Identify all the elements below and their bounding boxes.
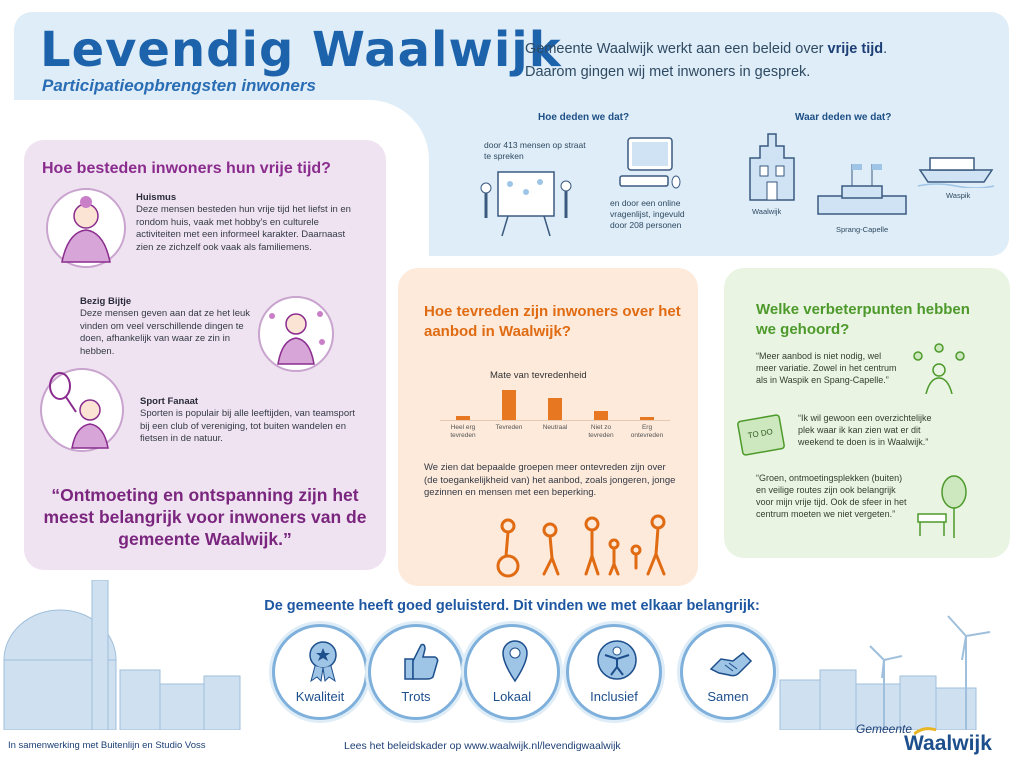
place-waspik: Waspik	[946, 191, 971, 200]
improvement-quote-2: “Ik wil gewoon een overzichtelijke plek waar ik kan zien wat er dit weekend te doen is in Waalwijk.”	[798, 413, 932, 447]
value-trots	[368, 624, 464, 720]
chart-category-label: Neutraal	[542, 424, 568, 431]
where-heading: Waar deden we dat?	[795, 112, 892, 123]
page-title: Levendig Waalwijk	[40, 22, 562, 78]
persona-bezig-bijtje-desc: Deze mensen geven aan dat ze het leuk vinden om veel verschillende dingen te doen, afhankelijk van waar ze zin in hebben.	[80, 308, 251, 357]
person-circle-icon	[595, 637, 639, 683]
satisfaction-heading: Hoe tevreden zijn inwoners over het aanbod in Waalwijk?	[424, 303, 681, 340]
satisfaction-chart	[440, 380, 670, 444]
chart-category-label: Heel erg tevreden	[450, 424, 476, 439]
value-lokaal	[464, 624, 560, 720]
intro-line1-bold: vrije tijd	[827, 41, 884, 57]
intro-line1-pre: Gemeente Waalwijk werkt aan een beleid over	[525, 41, 828, 57]
free-time-heading: Hoe besteden inwoners hun vrije tijd?	[42, 160, 331, 177]
thumbs-up-icon	[397, 639, 441, 683]
place-sprang-capelle: Sprang-Capelle	[836, 225, 889, 234]
persona-huismus-desc: Deze mensen besteden hun vrije tijd het liefst in en rondom huis, vaak met hobby's en culturele activiteiten met een informeel karakter. Daarnaast zien ze zichzelf ook vaak als familiemens.	[136, 204, 351, 253]
values-heading: De gemeente heeft goed geluisterd. Dit vinden we met elkaar belangrijk:	[264, 598, 760, 614]
value-kwaliteit	[272, 624, 368, 720]
footer-link-text[interactable]: Lees het beleidskader op www.waalwijk.nl/levendigwaalwijk	[344, 740, 621, 752]
woman-reading-icon	[48, 190, 124, 266]
chart-category-label: Niet zo tevreden	[588, 424, 614, 439]
boat-illustration	[916, 148, 996, 188]
intro-line2: Daarom gingen wij met inwoners in gesprek.	[525, 64, 811, 80]
logo-accent-icon	[914, 726, 936, 736]
footer-partners: In samenwerking met Buitenlijn en Studio Voss	[8, 740, 206, 751]
chart-title: Mate van tevredenheid	[490, 370, 587, 381]
satisfaction-text: We zien dat bepaalde groepen meer ontevreden zijn over (de toegankelijkheid van) het aanbod, zoals jongeren, jonge gezinnen en mensen met een beperking.	[424, 462, 676, 498]
chart-category-label: Tevreden	[495, 424, 523, 431]
chart-bar	[548, 398, 562, 420]
handshake-icon	[707, 639, 755, 683]
logo-waalwijk: Waalwijk	[904, 732, 992, 755]
improvements-heading: Welke verbeterpunten hebben we gehoord?	[756, 301, 970, 338]
persona-huismus-name: Huismus	[136, 192, 177, 203]
how-online-text: en door een online vragenlijst, ingevuld door 208 personen	[610, 198, 685, 230]
bezig-bijtje-illustration	[258, 296, 334, 372]
calendar-label: TO DO	[747, 426, 774, 441]
place-waalwijk: Waalwijk	[752, 207, 782, 216]
computer-illustration	[612, 134, 684, 194]
improvement-quote-1: “Meer aanbod is niet nodig, wel meer variatie. Zowel in het centrum als in Waspik en Spang-Capelle.”	[756, 351, 897, 385]
location-pin-icon	[499, 637, 531, 685]
value-samen	[680, 624, 776, 720]
value-inclusief	[566, 624, 662, 720]
tennis-player-icon	[42, 370, 122, 450]
busy-person-icon	[260, 298, 332, 370]
value-trots-label: Trots	[401, 689, 431, 704]
logo-gemeente: Gemeente	[856, 722, 913, 736]
intro-line1-post: .	[883, 41, 888, 57]
value-inclusief-label: Inclusief	[590, 689, 638, 704]
how-heading: Hoe deden we dat?	[538, 112, 630, 123]
intro-text	[525, 38, 985, 84]
persona-sport-fanaat-desc: Sporten is populair bij alle leeftijden, van teamsport bij een club of vereniging, tot buiten wandelen en fietsen in de natuur.	[140, 408, 355, 444]
chart-category-label: Erg ontevreden	[630, 424, 664, 439]
chart-bar	[502, 390, 516, 420]
value-samen-label: Samen	[707, 689, 749, 704]
improvement-quote-3: “Groen, ontmoetingsplekken (buiten) en veilige routes zijn ook belangrijk voor mijn vrije tijd. Ook de sfeer in het centrum moeten we niet vergeten.”	[756, 473, 907, 519]
calendar-icon	[736, 414, 788, 456]
page-subtitle: Participatieopbrengsten inwoners	[42, 76, 316, 95]
chart-bar	[456, 416, 470, 420]
bench-tree-illustration	[912, 474, 974, 540]
juggler-illustration	[908, 342, 970, 394]
chart-bar	[640, 417, 654, 420]
value-kwaliteit-label: Kwaliteit	[295, 689, 345, 704]
chart-baseline	[440, 420, 670, 421]
huismus-illustration	[46, 188, 126, 268]
diverse-people-illustration	[488, 512, 678, 578]
town-house-illustration	[742, 128, 802, 204]
chart-bar	[594, 411, 608, 420]
persona-bezig-bijtje-name: Bezig Bijtje	[80, 296, 132, 307]
persona-sport-fanaat-name: Sport Fanaat	[140, 396, 199, 407]
award-ribbon-icon	[303, 639, 343, 683]
town-hall-illustration	[814, 160, 910, 216]
value-lokaal-label: Lokaal	[492, 689, 532, 704]
how-street-text: door 413 mensen op straat te spreken	[484, 140, 586, 161]
main-quote: “Ontmoeting en ontspanning zijn het meest belangrijk voor inwoners van de gemeente Waalwijk.”	[43, 485, 367, 549]
street-conversation-illustration	[478, 168, 578, 238]
sport-fanaat-illustration	[40, 368, 124, 452]
